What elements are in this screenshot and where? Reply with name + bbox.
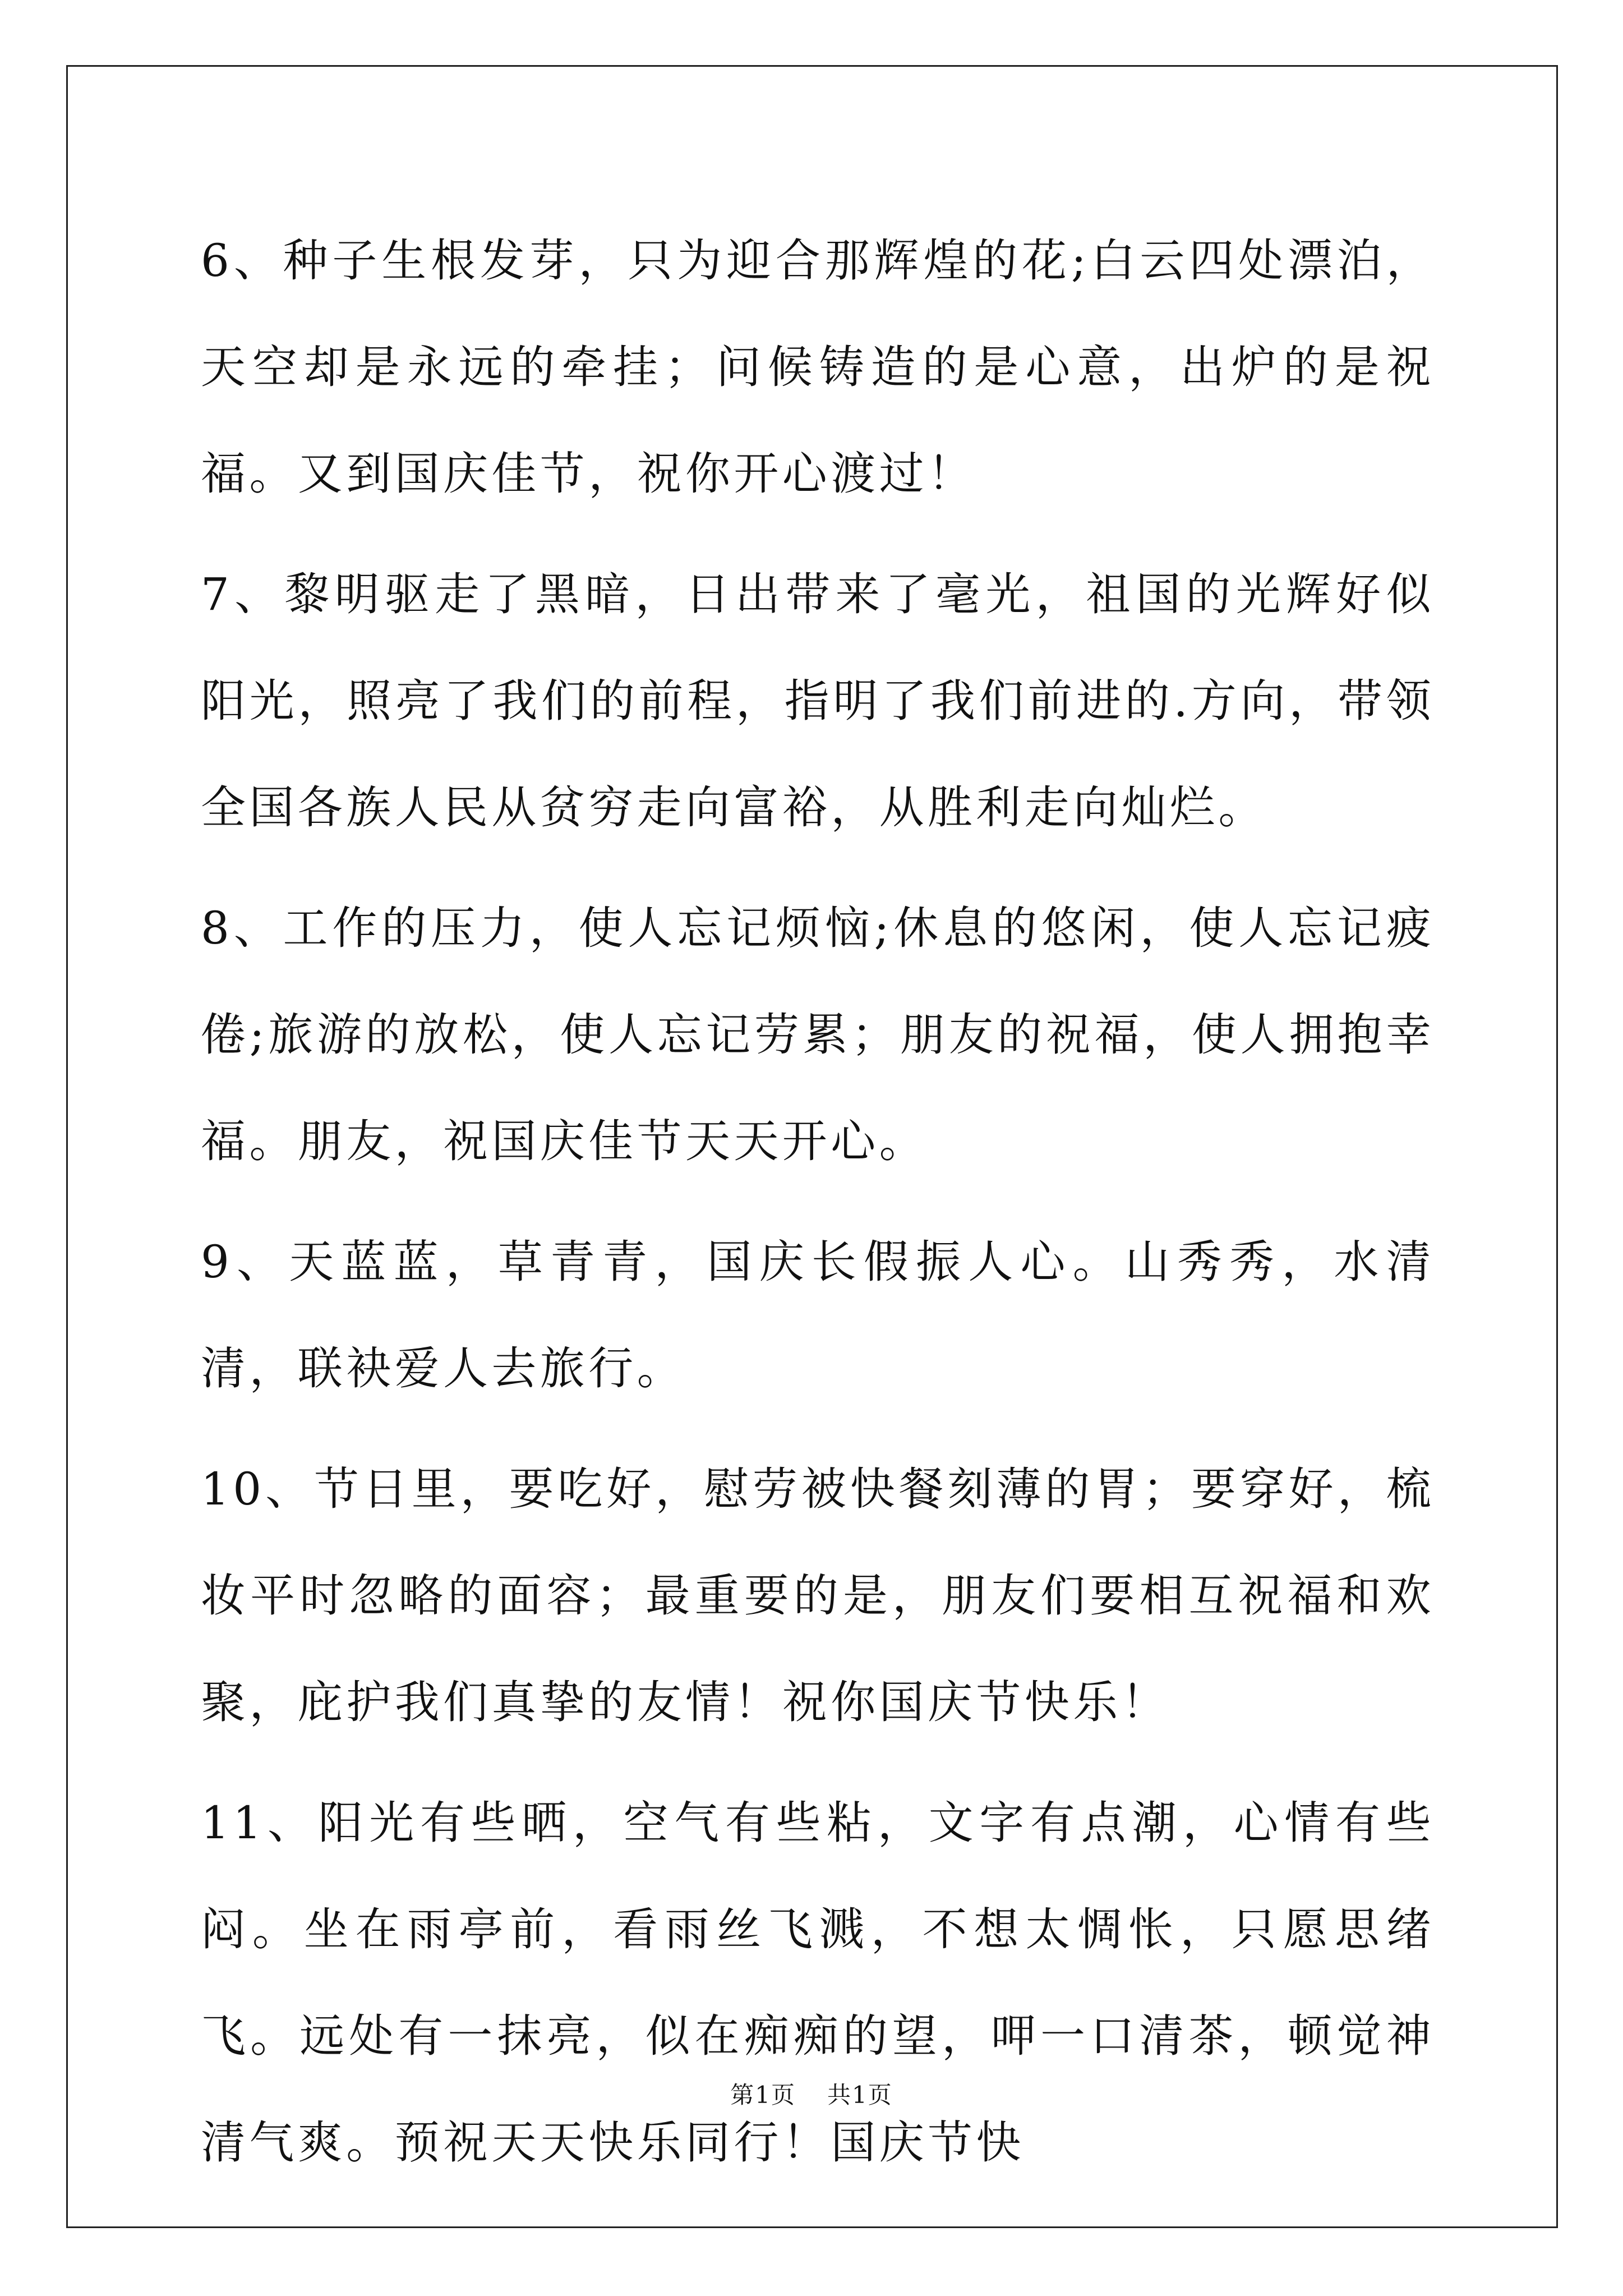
page-footer — [0, 2078, 1623, 2112]
paragraph-6: 6、种子生根发芽，只为迎合那辉煌的花;白云四处漂泊，天空却是永远的牵挂；问候铸造的是心意，出炉的是祝福。又到国庆佳节，祝你开心渡过！ — [201, 234, 1435, 500]
document-body — [201, 208, 1435, 2210]
paragraph-10: 10、节日里，要吃好，慰劳被快餐刻薄的胃；要穿好，梳妆平时忽略的面容；最重要的是，朋友们要相互祝福和欢聚，庇护我们真挚的友情！祝你国庆节快乐！ — [201, 1463, 1435, 1728]
paragraph-8: 8、工作的压力，使人忘记烦恼;休息的悠闲，使人忘记疲倦;旅游的放松，使人忘记劳累；朋友的祝福，使人拥抱幸福。朋友，祝国庆佳节天天开心。 — [201, 902, 1435, 1167]
paragraph-7: 7、黎明驱走了黑暗，日出带来了毫光，祖国的光辉好似阳光，照亮了我们的前程，指明了我们前进的.方向，带领全国各族人民从贫穷走向富裕，从胜利走向灿烂。 — [201, 568, 1435, 834]
paragraph-11: 11、阳光有些晒，空气有些粘，文字有点潮，心情有些闷。坐在雨亭前，看雨丝飞溅，不想太惆怅，只愿思绪飞。远处有一抹亮，似在痴痴的望，呷一口清茶，顿觉神清气爽。预祝天天快乐同行！国庆节快 — [201, 1797, 1435, 2169]
page-current-label: 第1页 — [730, 2081, 796, 2109]
page-total-label: 共1页 — [827, 2081, 893, 2109]
paragraph-9: 9、天蓝蓝，草青青，国庆长假振人心。山秀秀，水清清，联袂爱人去旅行。 — [201, 1236, 1435, 1395]
